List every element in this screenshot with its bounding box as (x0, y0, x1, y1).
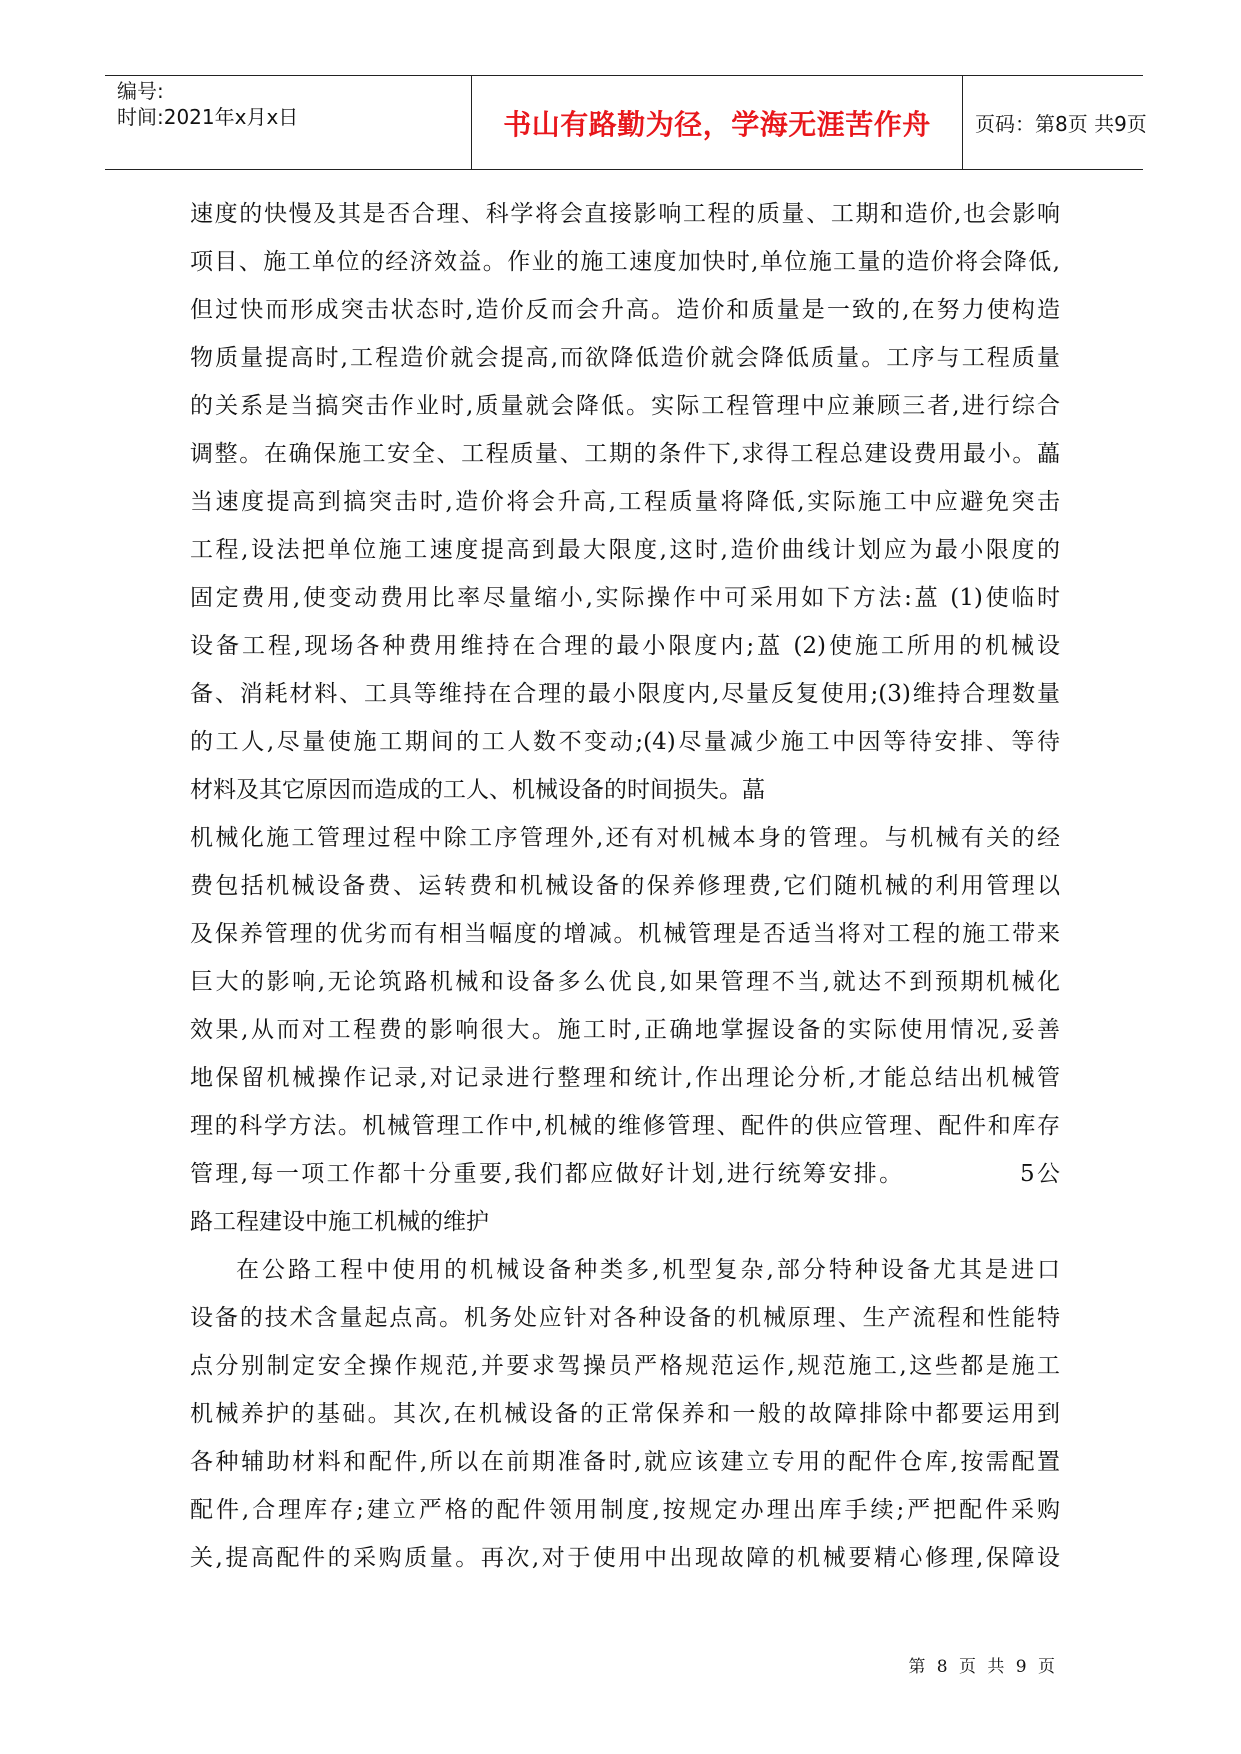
body-text-line: 地保留机械操作记录,对记录进行整理和统计,作出理论分析,才能总结出机械管 (190, 1065, 1060, 1091)
body-text-line: 关,提高配件的采购质量。再次,对于使用中出现故障的机械要精心修理,保障设 (190, 1545, 1060, 1571)
body-text-line: 备、消耗材料、工具等维持在合理的最小限度内,尽量反复使用;(3)维持合理数量 (190, 681, 1060, 707)
body-text-line: 项目、施工单位的经济效益。作业的施工速度加快时,单位施工量的造价将会降低, (190, 249, 1060, 275)
body-text-line: 管理,每一项工作都十分重要,我们都应做好计划,进行统筹安排。 5公 (190, 1161, 1060, 1187)
body-text-line: 物质量提高时,工程造价就会提高,而欲降低造价就会降低质量。工序与工程质量 (190, 345, 1060, 371)
body-text-line: 费包括机械设备费、运转费和机械设备的保养修理费,它们随机械的利用管理以 (190, 873, 1060, 899)
body-text-line: 理的科学方法。机械管理工作中,机械的维修管理、配件的供应管理、配件和库存 (190, 1113, 1060, 1139)
body-text-line: 路工程建设中施工机械的维护 (190, 1209, 489, 1235)
body-text-line: 工程,设法把单位施工速度提高到最大限度,这时,造价曲线计划应为最小限度的 (190, 537, 1060, 563)
body-text-line: 调整。在确保施工安全、工程质量、工期的条件下,求得工程总建设费用最小。藟 (190, 441, 1060, 467)
page-footer: 第 8 页 共 9 页 (908, 1657, 1058, 1677)
header-page-cell (961, 76, 1147, 169)
body-text-line: 固定费用,使变动费用比率尽量缩小,实际操作中可采用如下方法:蒕 (1)使临时 (190, 585, 1060, 611)
document-header (105, 75, 1147, 170)
header-page-number: 页码：第8页 共9页 (975, 112, 1147, 136)
body-text-line: 效果,从而对工程费的影响很大。施工时,正确地掌握设备的实际使用情况,妥善 (190, 1017, 1060, 1043)
header-meta-cell (117, 76, 467, 171)
body-text-line: 速度的快慢及其是否合理、科学将会直接影响工程的质量、工期和造价,也会影响 (190, 201, 1060, 227)
body-text-line: 的工人,尽量使施工期间的工人数不变动;(4)尽量减少施工中因等待安排、等待 (190, 729, 1060, 755)
document-number-label: 编号: (117, 79, 164, 103)
body-text-line: 各种辅助材料和配件,所以在前期准备时,就应该建立专用的配件仓库,按需配置 (190, 1449, 1060, 1475)
body-text-line: 机械养护的基础。其次,在机械设备的正常保养和一般的故障排除中都要运用到 (190, 1401, 1060, 1427)
body-text-line: 机械化施工管理过程中除工序管理外,还有对机械本身的管理。与机械有关的经 (190, 825, 1060, 851)
body-text-line: 当速度提高到搞突击时,造价将会升高,工程质量将降低,实际施工中应避免突击 (190, 489, 1060, 515)
document-time-label: 时间:2021年x月x日 (117, 105, 299, 129)
body-text-line: 设备工程,现场各种费用维持在合理的最小限度内;蒕 (2)使施工所用的机械设 (190, 633, 1060, 659)
body-text-line: 设备的技术含量起点高。机务处应针对各种设备的机械原理、生产流程和性能特 (190, 1305, 1060, 1331)
body-text-line: 点分别制定安全操作规范,并要求驾操员严格规范运作,规范施工,这些都是施工 (190, 1353, 1060, 1379)
body-text-line: 在公路工程中使用的机械设备种类多,机型复杂,部分特种设备尤其是进口 (236, 1257, 1060, 1283)
body-text-line: 配件,合理库存;建立严格的配件领用制度,按规定办理出库手续;严把配件采购 (190, 1497, 1060, 1523)
slogan-text: 书山有路勤为径，学海无涯苦作舟 (503, 107, 931, 141)
body-text-line: 的关系是当搞突击作业时,质量就会降低。实际工程管理中应兼顾三者,进行综合 (190, 393, 1060, 419)
body-text-line: 材料及其它原因而造成的工人、机械设备的时间损失。蕌 (190, 777, 765, 803)
document-body (190, 190, 1060, 1582)
body-text-line: 及保养管理的优劣而有相当幅度的增减。机械管理是否适当将对工程的施工带来 (190, 921, 1060, 947)
body-text-line: 但过快而形成突击状态时,造价反而会升高。造价和质量是一致的,在努力使构造 (190, 297, 1060, 323)
body-text-line: 巨大的影响,无论筑路机械和设备多么优良,如果管理不当,就达不到预期机械化 (190, 969, 1060, 995)
header-slogan-cell (471, 76, 963, 169)
